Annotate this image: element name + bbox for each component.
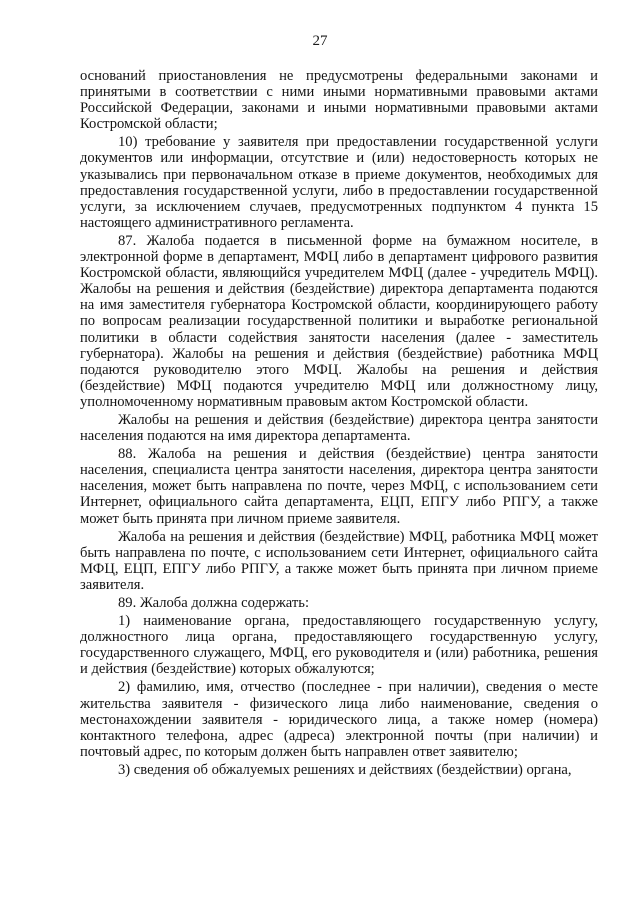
paragraph-employment-center-director-complaints: Жалобы на решения и действия (бездействие) директора центра занятости населения подаются на имя директора департамента. [80, 411, 598, 445]
paragraph-clause-89: 89. Жалоба должна содержать: [118, 595, 309, 611]
paragraph-clause-88: 88. Жалоба на решения и действия (бездействие) центра занятости населения, специалиста центра занятости населения, директора центра занятости населения, может быть направлена по почте, через МФЦ, с использованием сети Интернет, официального сайта департамента, ЕЦП, ЕПГУ либо РПГУ, а также может быть принята при личном приеме заявителя. [80, 446, 598, 527]
paragraph-grounds-continuation: оснований приостановления не предусмотрены федеральными законами и принятыми в соответствии с ними иными нормативными правовыми актами Российской Федерации, законами и иными нормативными правовыми актами Костромской области; [80, 68, 598, 133]
page-number: 27 [312, 33, 328, 49]
paragraph-item-3: 3) сведения об обжалуемых решениях и действиях (бездействии) органа, [118, 761, 572, 778]
paragraph-mfc-complaints: Жалоба на решения и действия (бездействие) МФЦ, работника МФЦ может быть направлена по почте, с использованием сети Интернет, официального сайта МФЦ, ЕЦП, ЕПГУ либо РПГУ, а также может быть принята при личном приеме заявителя. [80, 528, 598, 593]
paragraph-item-10: 10) требование у заявителя при предоставлении государственной услуги документов или информации, отсутствие и (или) недостоверность которых не указывались при первоначальном отказе в приеме документов, необходимых для предоставления государственной услуги, либо в предоставлении государственной услуги, за исключением случаев, предусмотренных подпунктом 4 пункта 15 настоящего административного регламента. [80, 134, 598, 231]
paragraph-item-2: 2) фамилию, имя, отчество (последнее - при наличии), сведения о месте жительства заявителя - физического лица либо наименование, сведения о местонахождении заявителя - юридического лица, а также номер (номера) контактного телефона, адрес (адреса) электронной почты (при наличии) и почтовый адрес, по которым должен быть направлен ответ заявителю; [80, 679, 598, 760]
body-text [80, 68, 598, 778]
paragraph-clause-87: 87. Жалоба подается в письменной форме на бумажном носителе, в электронной форме в департамент, МФЦ либо в департамент цифрового развития Костромской области, являющийся учредителем МФЦ (далее - учредитель МФЦ). Жалобы на решения и действия (бездействие) директора департамента подаются на имя заместителя губернатора Костромской области, координирующего работу по вопросам реализации государственной политики и выработке региональной политики в области содействия занятости населения (далее - заместитель губернатора). Жалобы на решения и действия (бездействие) работника МФЦ подаются руководителю этого МФЦ. Жалобы на решения и действия (бездействие) МФЦ подаются учредителю МФЦ или должностному лицу, уполномоченному нормативным правовым актом Костромской области. [80, 232, 598, 410]
paragraph-item-1: 1) наименование органа, предоставляющего государственную услугу, должностного лица органа, предоставляющего государственную услугу, государственного служащего, МФЦ, его руководителя и (или) работника, решения и действия (бездействие) которых обжалуются; [80, 613, 598, 678]
